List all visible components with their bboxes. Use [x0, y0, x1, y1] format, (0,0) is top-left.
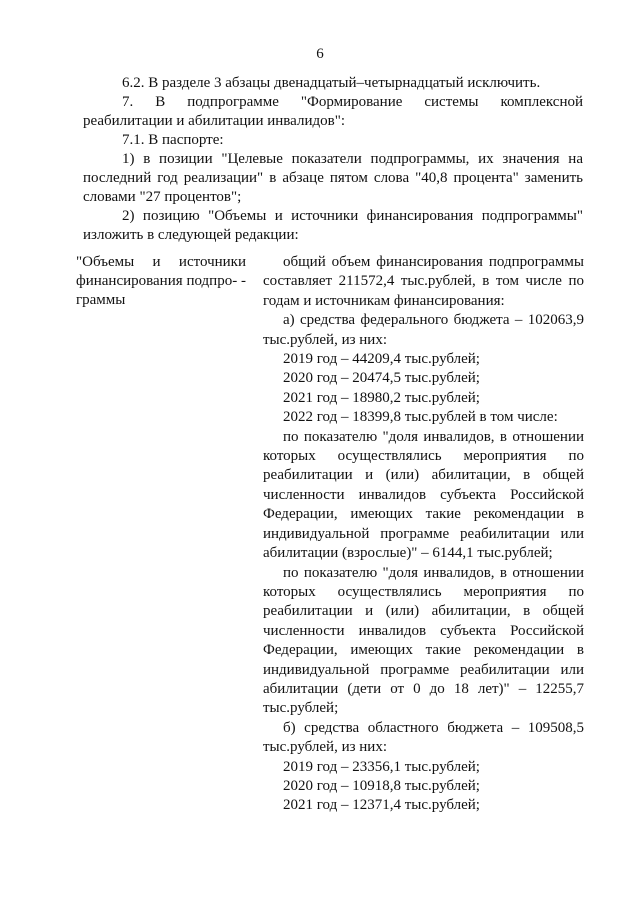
federal-year-2021: 2021 год – 18980,2 тыс.рублей; — [283, 389, 480, 406]
financing-intro: общий объем финансирования подпрограммы составляет 211572,4 тыс.рублей, в том числе по годам и источникам финансирования: — [263, 254, 584, 309]
page-number: 6 — [316, 46, 324, 62]
paragraph-item-2: 2) позицию "Объемы и источники финансирования подпрограммы" изложить в следующей редакции: — [83, 208, 583, 243]
federal-year-2019: 2019 год – 44209,4 тыс.рублей; — [283, 351, 480, 368]
paragraph-7: 7. В подпрограмме "Формирование системы комплексной реабилитации и абилитации инвалидов": — [83, 94, 583, 129]
federal-budget: а) средства федерального бюджета – 102063,9 тыс.рублей, из них: — [263, 312, 584, 348]
left-line: финансирования подпро- - — [76, 273, 246, 289]
left-line: "Объемы и источники — [76, 254, 246, 270]
federal-year-2022: 2022 год – 18399,8 тыс.рублей в том числе: — [283, 409, 558, 426]
document-body — [83, 74, 583, 245]
regional-budget: б) средства областного бюджета – 109508,5 тыс.рублей, из них: — [263, 719, 584, 756]
regional-year-2021: 2021 год – 12371,4 тыс.рублей; — [283, 797, 480, 814]
indicator-adults: по показателю "доля инвалидов, в отношении которых осуществлялись мероприятия по реабилитации и (или) абилитации, в общей численности инвалидов субъекта Российской Федерации, имеющих такие рекомендации в индивидуальной программе реабилитации или абилитации (взрослые)" – 6144,1 тыс.рублей; — [263, 428, 584, 562]
regional-year-2019: 2019 год – 23356,1 тыс.рублей; — [283, 758, 480, 775]
federal-year-2020: 2020 год – 20474,5 тыс.рублей; — [283, 370, 480, 387]
indicator-children: по показателю "доля инвалидов, в отношении которых осуществлялись мероприятия по реабилитации и (или) абилитации, в общей численности инвалидов субъекта Российской Федерации, имеющих такие рекомендации в индивидуальной программе реабилитации или абилитации (дети от 0 до 18 лет)" – 12255,7 тыс.рублей; — [263, 564, 584, 717]
paragraph-item-1: 1) в позиции "Целевые показатели подпрограммы, их значения на последний год реализации" в абзаце пятом слова "40,8 процента" заменить словами "27 процентов"; — [83, 151, 583, 205]
regional-year-2020: 2020 год – 10918,8 тыс.рублей; — [283, 777, 480, 794]
left-line: граммы — [76, 292, 126, 308]
paragraph-7-1: 7.1. В паспорте: — [122, 132, 224, 148]
table-right-column — [263, 253, 584, 816]
paragraph-6-2: 6.2. В разделе 3 абзацы двенадцатый–четырнадцатый исключить. — [122, 75, 541, 91]
table-left-column — [76, 253, 246, 310]
